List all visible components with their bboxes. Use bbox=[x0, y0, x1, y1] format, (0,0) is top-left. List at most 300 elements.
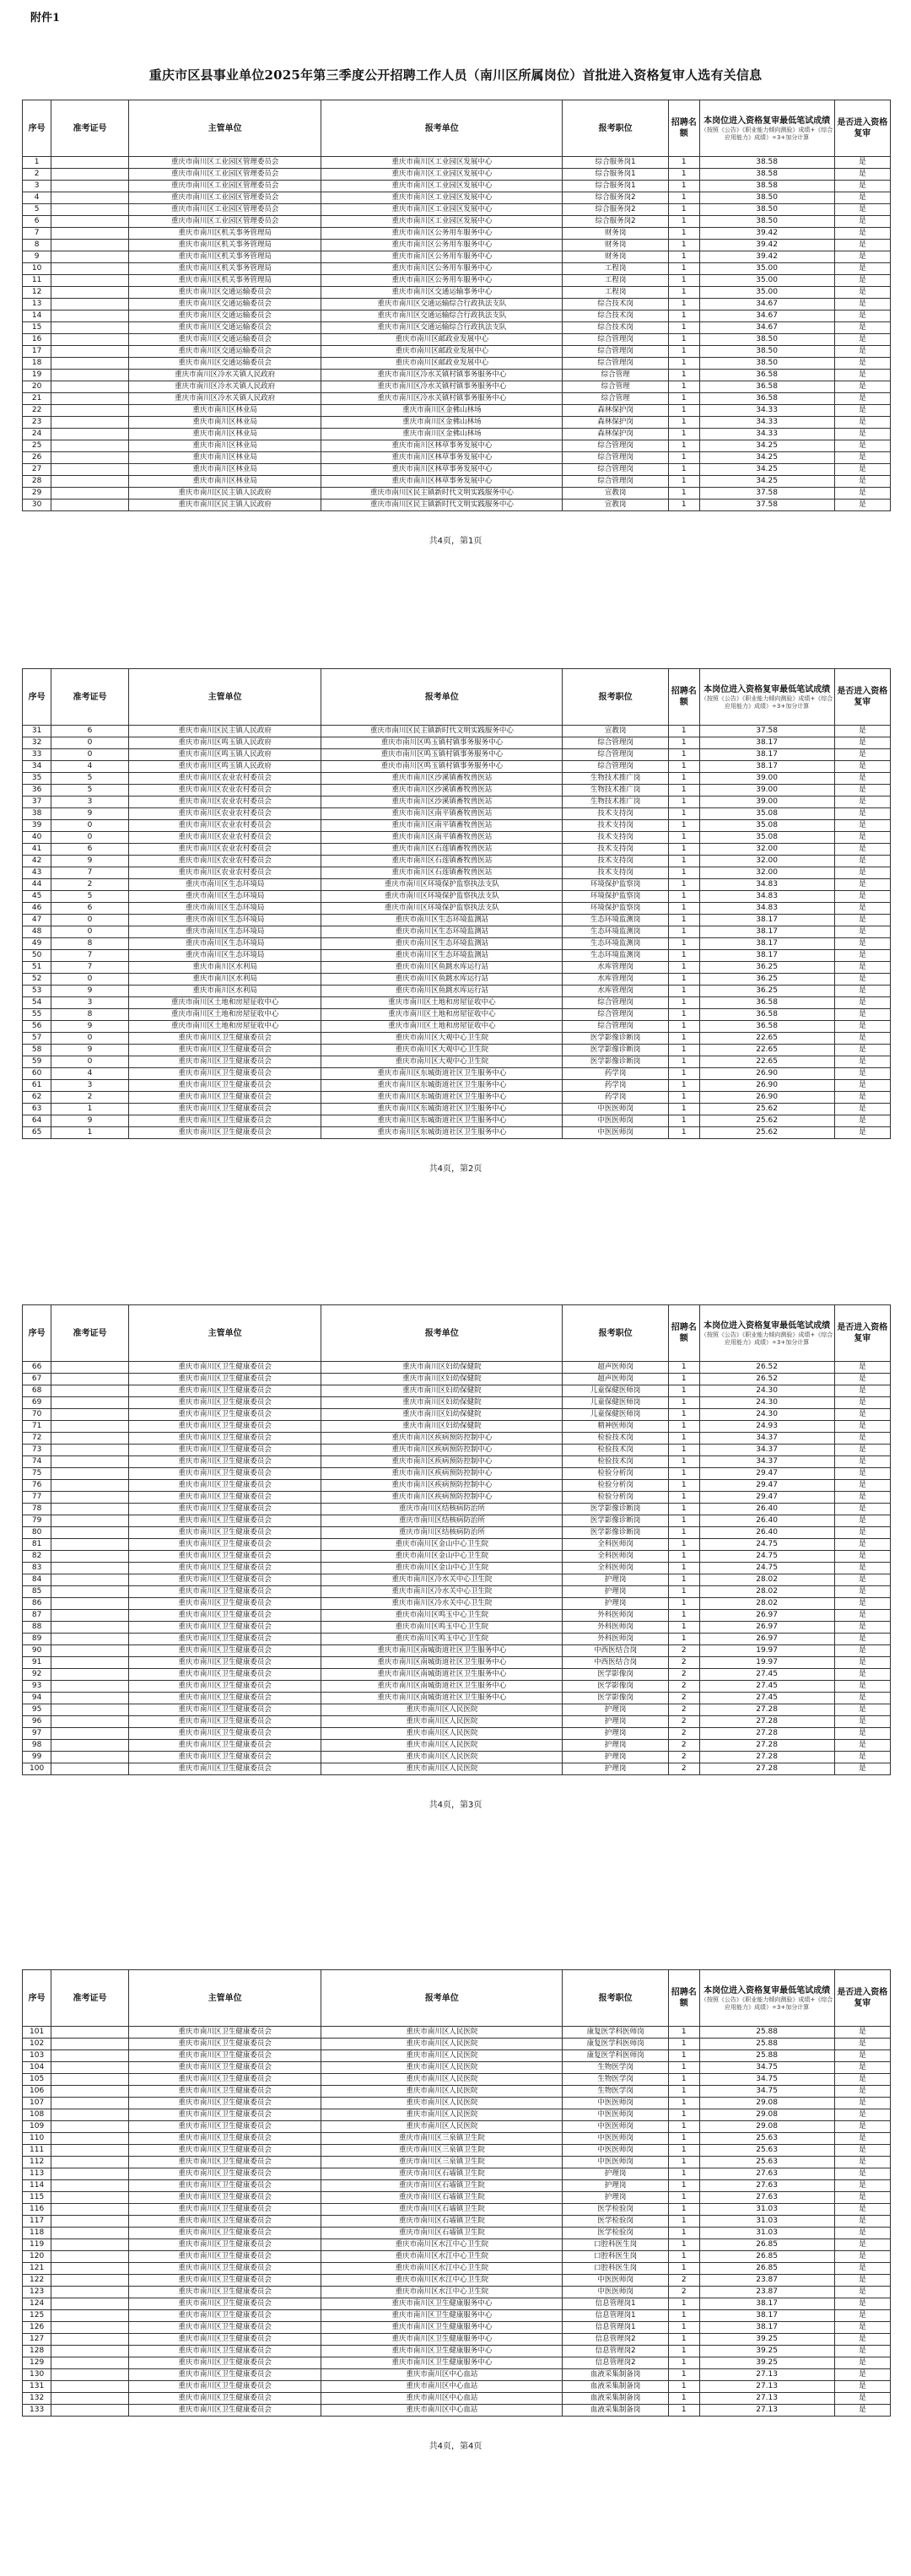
cell-seq: 6 bbox=[23, 216, 51, 228]
cell-dept: 重庆市南川区卫生健康委员会 bbox=[128, 1539, 321, 1551]
cell-exam-no bbox=[51, 1657, 128, 1669]
cell-position: 综合服务岗1 bbox=[563, 181, 669, 192]
cell-review: 是 bbox=[834, 464, 890, 476]
cell-quota: 2 bbox=[669, 1645, 700, 1657]
cell-position: 综合管理岗 bbox=[563, 1009, 669, 1021]
cell-quota: 1 bbox=[669, 926, 700, 938]
cell-dept: 重庆市南川区卫生健康委员会 bbox=[128, 2251, 321, 2263]
cell-exam-no bbox=[51, 2027, 128, 2039]
cell-exam-no: 3 bbox=[51, 1080, 128, 1092]
cell-unit: 重庆市南川区妇幼保健院 bbox=[321, 1421, 563, 1433]
cell-review: 是 bbox=[834, 2381, 890, 2393]
cell-unit: 重庆市南川区人民医院 bbox=[321, 1728, 563, 1740]
cell-dept: 重庆市南川区工业园区管理委员会 bbox=[128, 169, 321, 181]
cell-position: 中医医师岗 bbox=[563, 2121, 669, 2133]
cell-position: 护理岗 bbox=[563, 1598, 669, 1610]
cell-review: 是 bbox=[834, 1362, 890, 1374]
cell-quota: 2 bbox=[669, 2275, 700, 2287]
cell-min-score: 38.17 bbox=[699, 926, 834, 938]
cell-position: 信息管理岗2 bbox=[563, 2334, 669, 2346]
cell-exam-no bbox=[51, 1456, 128, 1468]
cell-seq: 83 bbox=[23, 1563, 51, 1574]
cell-unit: 重庆市南川区石墙镇卫生院 bbox=[321, 2204, 563, 2216]
table-row bbox=[23, 844, 891, 856]
cell-exam-no: 8 bbox=[51, 938, 128, 950]
table-row bbox=[23, 1433, 891, 1445]
cell-unit: 重庆市南川区南城街道社区卫生服务中心 bbox=[321, 1681, 563, 1693]
cell-min-score: 26.40 bbox=[699, 1504, 834, 1515]
cell-review: 是 bbox=[834, 1740, 890, 1752]
cell-quota: 1 bbox=[669, 1092, 700, 1104]
cell-quota: 1 bbox=[669, 2369, 700, 2381]
cell-unit: 重庆市南川区东城街道社区卫生服务中心 bbox=[321, 1115, 563, 1127]
cell-min-score: 34.33 bbox=[699, 405, 834, 417]
cell-quota: 1 bbox=[669, 2180, 700, 2192]
table-row bbox=[23, 322, 891, 334]
cell-position: 药学岗 bbox=[563, 1080, 669, 1092]
cell-review: 是 bbox=[834, 251, 890, 263]
cell-min-score: 39.00 bbox=[699, 785, 834, 797]
cell-unit: 重庆市南川区鱼跳水库运行站 bbox=[321, 986, 563, 997]
cell-quota: 1 bbox=[669, 1622, 700, 1634]
cell-min-score: 31.03 bbox=[699, 2204, 834, 2216]
cell-unit: 重庆市南川区石墙镇卫生院 bbox=[321, 2216, 563, 2228]
cell-dept: 重庆市南川区卫生健康委员会 bbox=[128, 1716, 321, 1728]
cell-dept: 重庆市南川区工业园区管理委员会 bbox=[128, 157, 321, 169]
table-row bbox=[23, 2287, 891, 2298]
table-row bbox=[23, 1563, 891, 1574]
cell-quota: 1 bbox=[669, 785, 700, 797]
table-row bbox=[23, 832, 891, 844]
cell-quota: 1 bbox=[669, 334, 700, 346]
cell-unit: 重庆市南川区中心血站 bbox=[321, 2381, 563, 2393]
cell-dept: 重庆市南川区林业局 bbox=[128, 429, 321, 440]
cell-review: 是 bbox=[834, 1645, 890, 1657]
cell-min-score: 34.25 bbox=[699, 452, 834, 464]
cell-position: 综合管理岗 bbox=[563, 346, 669, 358]
cell-quota: 1 bbox=[669, 370, 700, 381]
cell-min-score: 35.00 bbox=[699, 263, 834, 275]
cell-unit: 重庆市南川区环境保护监察执法支队 bbox=[321, 903, 563, 915]
cell-review: 是 bbox=[834, 1634, 890, 1645]
cell-review: 是 bbox=[834, 879, 890, 891]
cell-unit: 重庆市南川区妇幼保健院 bbox=[321, 1397, 563, 1409]
cell-exam-no bbox=[51, 263, 128, 275]
cell-unit: 重庆市南川区邮政业发展中心 bbox=[321, 334, 563, 346]
cell-dept: 重庆市南川区工业园区管理委员会 bbox=[128, 181, 321, 192]
cell-dept: 重庆市南川区卫生健康委员会 bbox=[128, 1445, 321, 1456]
cell-seq: 86 bbox=[23, 1598, 51, 1610]
cell-seq: 91 bbox=[23, 1657, 51, 1669]
cell-quota: 1 bbox=[669, 1527, 700, 1539]
cell-unit: 重庆市南川区疾病预防控制中心 bbox=[321, 1456, 563, 1468]
cell-position: 综合服务岗1 bbox=[563, 157, 669, 169]
cell-min-score: 28.02 bbox=[699, 1586, 834, 1598]
cell-review: 是 bbox=[834, 1056, 890, 1068]
cell-min-score: 25.63 bbox=[699, 2145, 834, 2157]
cell-review: 是 bbox=[834, 204, 890, 216]
cell-quota: 1 bbox=[669, 275, 700, 287]
cell-review: 是 bbox=[834, 2216, 890, 2228]
table-row bbox=[23, 1421, 891, 1433]
cell-exam-no bbox=[51, 2109, 128, 2121]
cell-exam-no: 0 bbox=[51, 737, 128, 749]
cell-dept: 重庆市南川区林业局 bbox=[128, 440, 321, 452]
cell-review: 是 bbox=[834, 1539, 890, 1551]
cell-seq: 94 bbox=[23, 1693, 51, 1704]
cell-position: 中医医师岗 bbox=[563, 1127, 669, 1139]
cell-exam-no bbox=[51, 370, 128, 381]
table-row bbox=[23, 2192, 891, 2204]
cell-exam-no bbox=[51, 346, 128, 358]
cell-min-score: 38.17 bbox=[699, 2322, 834, 2334]
cell-exam-no bbox=[51, 240, 128, 251]
cell-review: 是 bbox=[834, 1468, 890, 1480]
cell-unit: 重庆市南川区石墙镇卫生院 bbox=[321, 2228, 563, 2239]
cell-review: 是 bbox=[834, 726, 890, 737]
cell-review: 是 bbox=[834, 1574, 890, 1586]
cell-min-score: 27.13 bbox=[699, 2381, 834, 2393]
cell-exam-no bbox=[51, 2133, 128, 2145]
cell-review: 是 bbox=[834, 1598, 890, 1610]
cell-review: 是 bbox=[834, 1563, 890, 1574]
cell-exam-no: 0 bbox=[51, 832, 128, 844]
table-row bbox=[23, 2109, 891, 2121]
cell-min-score: 29.08 bbox=[699, 2121, 834, 2133]
cell-dept: 重庆市南川区民主镇人民政府 bbox=[128, 726, 321, 737]
cell-exam-no: 1 bbox=[51, 1127, 128, 1139]
cell-min-score: 27.63 bbox=[699, 2168, 834, 2180]
cell-exam-no bbox=[51, 405, 128, 417]
cell-position: 生态环境监测岗 bbox=[563, 926, 669, 938]
cell-dept: 重庆市南川区冷水关镇人民政府 bbox=[128, 381, 321, 393]
cell-seq: 7 bbox=[23, 228, 51, 240]
cell-review: 是 bbox=[834, 797, 890, 808]
cell-min-score: 34.25 bbox=[699, 476, 834, 488]
cell-min-score: 26.90 bbox=[699, 1092, 834, 1104]
cell-unit: 重庆市南川区疾病预防控制中心 bbox=[321, 1468, 563, 1480]
cell-review: 是 bbox=[834, 808, 890, 820]
cell-review: 是 bbox=[834, 950, 890, 962]
cell-min-score: 37.58 bbox=[699, 500, 834, 511]
table-row bbox=[23, 2216, 891, 2228]
cell-exam-no bbox=[51, 1704, 128, 1716]
cell-dept: 重庆市南川区卫生健康委员会 bbox=[128, 1362, 321, 1374]
cell-position: 超声医师岗 bbox=[563, 1362, 669, 1374]
cell-dept: 重庆市南川区林业局 bbox=[128, 452, 321, 464]
cell-quota: 1 bbox=[669, 181, 700, 192]
cell-quota: 1 bbox=[669, 1009, 700, 1021]
cell-quota: 1 bbox=[669, 1634, 700, 1645]
cell-position: 综合服务岗2 bbox=[563, 204, 669, 216]
cell-seq: 22 bbox=[23, 405, 51, 417]
cell-exam-no bbox=[51, 2322, 128, 2334]
cell-review: 是 bbox=[834, 1693, 890, 1704]
cell-seq: 15 bbox=[23, 322, 51, 334]
cell-min-score: 32.00 bbox=[699, 867, 834, 879]
cell-exam-no bbox=[51, 476, 128, 488]
cell-exam-no bbox=[51, 287, 128, 299]
cell-review: 是 bbox=[834, 903, 890, 915]
table-row bbox=[23, 1504, 891, 1515]
cell-position: 中西医结合岗 bbox=[563, 1645, 669, 1657]
cell-seq: 127 bbox=[23, 2334, 51, 2346]
cell-review: 是 bbox=[834, 2168, 890, 2180]
cell-unit: 重庆市南川区妇幼保健院 bbox=[321, 1385, 563, 1397]
cell-dept: 重庆市南川区卫生健康委员会 bbox=[128, 2039, 321, 2050]
cell-review: 是 bbox=[834, 1716, 890, 1728]
cell-seq: 71 bbox=[23, 1421, 51, 1433]
cell-review: 是 bbox=[834, 263, 890, 275]
cell-exam-no bbox=[51, 2204, 128, 2216]
cell-exam-no: 5 bbox=[51, 785, 128, 797]
cell-seq: 79 bbox=[23, 1515, 51, 1527]
cell-dept: 重庆市南川区机关事务管理局 bbox=[128, 251, 321, 263]
cell-quota: 1 bbox=[669, 2381, 700, 2393]
cell-min-score: 39.25 bbox=[699, 2357, 834, 2369]
table-row bbox=[23, 1056, 891, 1068]
cell-position: 中医医师岗 bbox=[563, 2109, 669, 2121]
cell-review: 是 bbox=[834, 1385, 890, 1397]
cell-position: 医学检验岗 bbox=[563, 2228, 669, 2239]
cell-position: 检验技术岗 bbox=[563, 1433, 669, 1445]
cell-dept: 重庆市南川区卫生健康委员会 bbox=[128, 2405, 321, 2417]
cell-min-score: 35.08 bbox=[699, 808, 834, 820]
cell-review: 是 bbox=[834, 2145, 890, 2157]
cell-review: 是 bbox=[834, 1551, 890, 1563]
cell-exam-no bbox=[51, 1374, 128, 1385]
cell-unit: 重庆市南川区沙溪镇畜牧兽医站 bbox=[321, 797, 563, 808]
header-row bbox=[23, 669, 891, 726]
cell-quota: 1 bbox=[669, 2086, 700, 2098]
cell-unit: 重庆市南川区交通运输综合行政执法支队 bbox=[321, 322, 563, 334]
cell-position: 工程岗 bbox=[563, 287, 669, 299]
cell-quota: 1 bbox=[669, 879, 700, 891]
cell-position: 综合管理岗 bbox=[563, 749, 669, 761]
table-row bbox=[23, 1115, 891, 1127]
table-row bbox=[23, 381, 891, 393]
cell-unit: 重庆市南川区人民医院 bbox=[321, 2039, 563, 2050]
cell-position: 技术支持岗 bbox=[563, 856, 669, 867]
cell-position: 医学影像岗 bbox=[563, 1669, 669, 1681]
cell-unit: 重庆市南川区南平镇畜牧兽医站 bbox=[321, 808, 563, 820]
cell-min-score: 39.42 bbox=[699, 251, 834, 263]
cell-position: 生态环境监测岗 bbox=[563, 938, 669, 950]
cell-review: 是 bbox=[834, 926, 890, 938]
cell-min-score: 32.00 bbox=[699, 856, 834, 867]
cell-min-score: 38.17 bbox=[699, 938, 834, 950]
cell-min-score: 29.47 bbox=[699, 1468, 834, 1480]
cell-dept: 重庆市南川区卫生健康委员会 bbox=[128, 1504, 321, 1515]
cell-seq: 24 bbox=[23, 429, 51, 440]
cell-unit: 重庆市南川区交通运输综合行政执法支队 bbox=[321, 311, 563, 322]
cell-dept: 重庆市南川区林业局 bbox=[128, 476, 321, 488]
cell-min-score: 38.50 bbox=[699, 334, 834, 346]
cell-unit: 重庆市南川区妇幼保健院 bbox=[321, 1374, 563, 1385]
table-row bbox=[23, 2393, 891, 2405]
table-row bbox=[23, 808, 891, 820]
table-row bbox=[23, 1445, 891, 1456]
page-footer: 共4页，第2页 bbox=[429, 1164, 482, 1174]
cell-seq: 3 bbox=[23, 181, 51, 192]
cell-dept: 重庆市南川区卫生健康委员会 bbox=[128, 1551, 321, 1563]
cell-quota: 1 bbox=[669, 2310, 700, 2322]
cell-quota: 1 bbox=[669, 287, 700, 299]
cell-quota: 1 bbox=[669, 950, 700, 962]
cell-unit: 重庆市南川区公务用车服务中心 bbox=[321, 263, 563, 275]
cell-quota: 1 bbox=[669, 1563, 700, 1574]
cell-quota: 1 bbox=[669, 1445, 700, 1456]
cell-dept: 重庆市南川区卫生健康委员会 bbox=[128, 1068, 321, 1080]
cell-seq: 109 bbox=[23, 2121, 51, 2133]
cell-unit: 重庆市南川区交通运输综合行政执法支队 bbox=[321, 299, 563, 311]
cell-position: 生物技术推广岗 bbox=[563, 797, 669, 808]
cell-unit: 重庆市南川区土地和房屋征收中心 bbox=[321, 1021, 563, 1033]
cell-review: 是 bbox=[834, 749, 890, 761]
cell-quota: 1 bbox=[669, 500, 700, 511]
annex-label: 附件1 bbox=[30, 12, 61, 24]
cell-review: 是 bbox=[834, 1127, 890, 1139]
table-row bbox=[23, 417, 891, 429]
cell-quota: 1 bbox=[669, 2228, 700, 2239]
cell-unit: 重庆市南川区水江中心卫生院 bbox=[321, 2287, 563, 2298]
cell-review: 是 bbox=[834, 785, 890, 797]
cell-seq: 125 bbox=[23, 2310, 51, 2322]
cell-min-score: 34.37 bbox=[699, 1456, 834, 1468]
cell-dept: 重庆市南川区卫生健康委员会 bbox=[128, 1456, 321, 1468]
cell-position: 检验分析岗 bbox=[563, 1480, 669, 1492]
cell-position: 口腔科医生岗 bbox=[563, 2251, 669, 2263]
cell-position: 综合管理 bbox=[563, 393, 669, 405]
cell-review: 是 bbox=[834, 1752, 890, 1763]
table-row bbox=[23, 2145, 891, 2157]
cell-seq: 130 bbox=[23, 2369, 51, 2381]
cell-exam-no bbox=[51, 2157, 128, 2168]
table-row bbox=[23, 1068, 891, 1080]
cell-quota: 1 bbox=[669, 1539, 700, 1551]
cell-exam-no bbox=[51, 1504, 128, 1515]
cell-seq: 96 bbox=[23, 1716, 51, 1728]
cell-quota: 1 bbox=[669, 997, 700, 1009]
cell-exam-no bbox=[51, 228, 128, 240]
cell-min-score: 38.17 bbox=[699, 2310, 834, 2322]
cell-dept: 重庆市南川区卫生健康委员会 bbox=[128, 1763, 321, 1775]
cell-review: 是 bbox=[834, 240, 890, 251]
table-row bbox=[23, 974, 891, 986]
cell-position: 综合技术岗 bbox=[563, 311, 669, 322]
cell-position: 护理岗 bbox=[563, 1728, 669, 1740]
cell-position: 儿童保健医师岗 bbox=[563, 1385, 669, 1397]
table-row bbox=[23, 1527, 891, 1539]
cell-seq: 131 bbox=[23, 2381, 51, 2393]
cell-unit: 重庆市南川区生态环境监测站 bbox=[321, 950, 563, 962]
cell-exam-no: 3 bbox=[51, 997, 128, 1009]
cell-exam-no: 9 bbox=[51, 1115, 128, 1127]
cell-exam-no bbox=[51, 169, 128, 181]
cell-min-score: 38.50 bbox=[699, 358, 834, 370]
cell-quota: 2 bbox=[669, 1728, 700, 1740]
cell-unit: 重庆市南川区鱼跳水库运行站 bbox=[321, 974, 563, 986]
table-row bbox=[23, 240, 891, 251]
cell-exam-no bbox=[51, 2228, 128, 2239]
cell-seq: 37 bbox=[23, 797, 51, 808]
table-row bbox=[23, 251, 891, 263]
cell-seq: 5 bbox=[23, 204, 51, 216]
score-header-note: （按照《公告》《职业能力倾向测验》成绩+《综合应用能力》成绩）÷3+加分计算 bbox=[700, 694, 833, 710]
cell-position: 综合管理岗 bbox=[563, 997, 669, 1009]
cell-seq: 76 bbox=[23, 1480, 51, 1492]
cell-unit: 重庆市南川区生态环境监测站 bbox=[321, 915, 563, 926]
page-title: 重庆市区县事业单位2025年第三季度公开招聘工作人员（南川区所属岗位）首批进入资格复审人选有关信息 bbox=[148, 68, 763, 83]
cell-quota: 2 bbox=[669, 1657, 700, 1669]
cell-unit: 重庆市南川区结核病防治所 bbox=[321, 1515, 563, 1527]
cell-exam-no: 0 bbox=[51, 1033, 128, 1045]
cell-unit: 重庆市南川区民主镇新时代文明实践服务中心 bbox=[321, 488, 563, 500]
cell-exam-no: 9 bbox=[51, 808, 128, 820]
cell-exam-no bbox=[51, 311, 128, 322]
cell-min-score: 26.90 bbox=[699, 1080, 834, 1092]
cell-seq: 16 bbox=[23, 334, 51, 346]
cell-unit: 重庆市南川区水江中心卫生院 bbox=[321, 2251, 563, 2263]
cell-review: 是 bbox=[834, 2263, 890, 2275]
cell-min-score: 34.67 bbox=[699, 322, 834, 334]
cell-exam-no: 5 bbox=[51, 891, 128, 903]
table-row bbox=[23, 500, 891, 511]
cell-seq: 12 bbox=[23, 287, 51, 299]
cell-exam-no bbox=[51, 2287, 128, 2298]
cell-dept: 重庆市南川区机关事务管理局 bbox=[128, 240, 321, 251]
cell-unit: 重庆市南川区工业园区发展中心 bbox=[321, 157, 563, 169]
cell-position: 护理岗 bbox=[563, 1704, 669, 1716]
cell-unit: 重庆市南川区人民医院 bbox=[321, 1716, 563, 1728]
cell-seq: 68 bbox=[23, 1385, 51, 1397]
cell-position: 护理岗 bbox=[563, 1574, 669, 1586]
page-footer: 共4页，第1页 bbox=[429, 537, 482, 546]
table-row bbox=[23, 228, 891, 240]
cell-exam-no bbox=[51, 464, 128, 476]
cell-unit: 重庆市南川区公务用车服务中心 bbox=[321, 228, 563, 240]
cell-review: 是 bbox=[834, 275, 890, 287]
cell-review: 是 bbox=[834, 1033, 890, 1045]
cell-min-score: 38.50 bbox=[699, 192, 834, 204]
cell-position: 血液采集制备岗 bbox=[563, 2369, 669, 2381]
cell-min-score: 23.87 bbox=[699, 2287, 834, 2298]
cell-review: 是 bbox=[834, 157, 890, 169]
cell-unit: 重庆市南川区三泉镇卫生院 bbox=[321, 2145, 563, 2157]
header-seq: 序号 bbox=[23, 100, 51, 157]
cell-unit: 重庆市南川区邮政业发展中心 bbox=[321, 346, 563, 358]
cell-position: 环境保护监察岗 bbox=[563, 879, 669, 891]
cell-exam-no bbox=[51, 2251, 128, 2263]
cell-exam-no bbox=[51, 2050, 128, 2062]
table-row bbox=[23, 216, 891, 228]
cell-quota: 1 bbox=[669, 1504, 700, 1515]
cell-position: 综合管理 bbox=[563, 370, 669, 381]
cell-review: 是 bbox=[834, 761, 890, 773]
cell-exam-no bbox=[51, 1693, 128, 1704]
cell-exam-no bbox=[51, 2381, 128, 2393]
header-position: 报考职位 bbox=[563, 1305, 669, 1362]
cell-position: 医学影像诊断岗 bbox=[563, 1045, 669, 1056]
header-quota: 招聘名额 bbox=[669, 1305, 700, 1362]
cell-seq: 97 bbox=[23, 1728, 51, 1740]
cell-dept: 重庆市南川区土地和房屋征收中心 bbox=[128, 1009, 321, 1021]
cell-position: 综合服务岗2 bbox=[563, 192, 669, 204]
table-row bbox=[23, 1551, 891, 1563]
page-footer: 共4页，第4页 bbox=[429, 2442, 482, 2451]
cell-dept: 重庆市南川区卫生健康委员会 bbox=[128, 1563, 321, 1574]
cell-seq: 128 bbox=[23, 2346, 51, 2357]
